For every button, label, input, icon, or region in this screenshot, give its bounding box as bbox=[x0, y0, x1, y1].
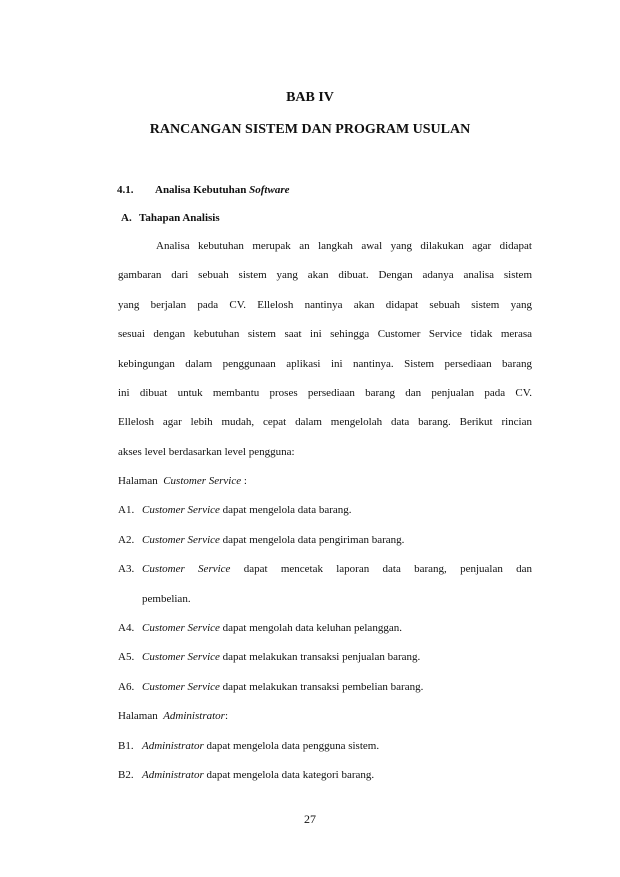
list-item bbox=[118, 673, 532, 702]
item-text: dapat mengolah data keluhan pelanggan. bbox=[219, 621, 402, 634]
item-code: A6. bbox=[118, 680, 135, 693]
access-list bbox=[118, 467, 532, 790]
section-number: 4.1. bbox=[117, 184, 134, 196]
body-paragraph bbox=[118, 232, 532, 467]
paragraph-line: Ellelosh agar lebih mudah, cepat dalam mengelolah data barang. Berikut rincian bbox=[118, 416, 532, 429]
chapter-title: RANCANGAN SISTEM DAN PROGRAM USULAN bbox=[149, 122, 471, 137]
item-code: A2. bbox=[118, 533, 135, 546]
item-code: A3. bbox=[118, 563, 135, 576]
subsection-letter: A. bbox=[121, 212, 132, 224]
admin-page-label bbox=[118, 702, 532, 731]
page-number: 27 bbox=[304, 812, 316, 826]
paragraph-line: ini dibuat untuk membantu proses persediaan barang dan penjualan pada CV. bbox=[118, 386, 532, 399]
item-role: Administrator bbox=[142, 739, 204, 752]
item-role: Customer Service bbox=[142, 563, 231, 576]
list-item bbox=[118, 526, 532, 555]
page-label-role: Administrator bbox=[163, 710, 225, 723]
item-text: dapat melakukan transaksi penjualan barang. bbox=[219, 651, 421, 664]
item-code: A4. bbox=[118, 621, 135, 634]
list-item bbox=[118, 732, 532, 761]
list-item bbox=[118, 643, 532, 672]
section-heading bbox=[117, 184, 290, 196]
subsection-heading bbox=[121, 212, 220, 224]
list-item bbox=[118, 555, 532, 584]
paragraph-line: sesuai dengan kebutuhan sistem saat ini sehingga Customer Service tidak merasa bbox=[118, 328, 532, 341]
subsection-title: Tahapan Analisis bbox=[139, 212, 220, 224]
page-label-prefix: Halaman bbox=[118, 710, 158, 723]
section-title: Analisa Kebutuhan bbox=[155, 184, 247, 196]
item-code: B1. bbox=[118, 739, 134, 752]
page-label-role: Customer Service bbox=[163, 475, 242, 487]
item-code: A5. bbox=[118, 651, 135, 664]
item-code: A1. bbox=[118, 504, 135, 517]
chapter-heading: BAB IV bbox=[286, 90, 334, 105]
page-label-suffix: : bbox=[241, 475, 247, 487]
item-text: dapat mengelola data pengiriman barang. bbox=[219, 533, 405, 546]
item-role: Customer Service bbox=[142, 504, 220, 517]
item-text: dapat mencetak laporan data barang, penjualan dan bbox=[230, 563, 532, 576]
list-item-continuation: pembelian. bbox=[142, 592, 191, 605]
item-text: dapat mengelola data kategori barang. bbox=[203, 768, 375, 781]
item-text: dapat melakukan transaksi pembelian barang. bbox=[219, 680, 424, 693]
page-label-prefix: Halaman bbox=[118, 475, 158, 487]
item-role: Customer Service bbox=[142, 680, 220, 693]
paragraph-line: yang berjalan pada CV. Ellelosh nantinya akan didapat sebuah sistem yang bbox=[118, 298, 532, 311]
item-role: Customer Service bbox=[142, 651, 220, 664]
item-code: B2. bbox=[118, 768, 134, 781]
paragraph-line: akses level berdasarkan level pengguna: bbox=[118, 445, 295, 458]
paragraph-line: kebingungan dalam penggunaan aplikasi ini nantinya. Sistem persediaan barang bbox=[118, 357, 532, 370]
item-text: dapat mengelola data barang. bbox=[219, 504, 352, 517]
list-item bbox=[118, 761, 532, 790]
page-label-suffix: : bbox=[224, 710, 228, 723]
item-role: Customer Service bbox=[142, 621, 220, 634]
paragraph-line: gambaran dari sebuah sistem yang akan dibuat. Dengan adanya analisa sistem bbox=[118, 269, 532, 282]
cs-page-label bbox=[118, 467, 532, 496]
paragraph-line: Analisa kebutuhan merupak an langkah awal yang dilakukan agar didapat bbox=[156, 240, 532, 252]
list-item bbox=[118, 496, 532, 525]
list-item bbox=[118, 614, 532, 643]
section-title-italic: Software bbox=[249, 184, 290, 196]
item-role: Administrator bbox=[142, 768, 204, 781]
item-role: Customer Service bbox=[142, 533, 220, 546]
item-text: dapat mengelola data pengguna sistem. bbox=[203, 739, 380, 752]
